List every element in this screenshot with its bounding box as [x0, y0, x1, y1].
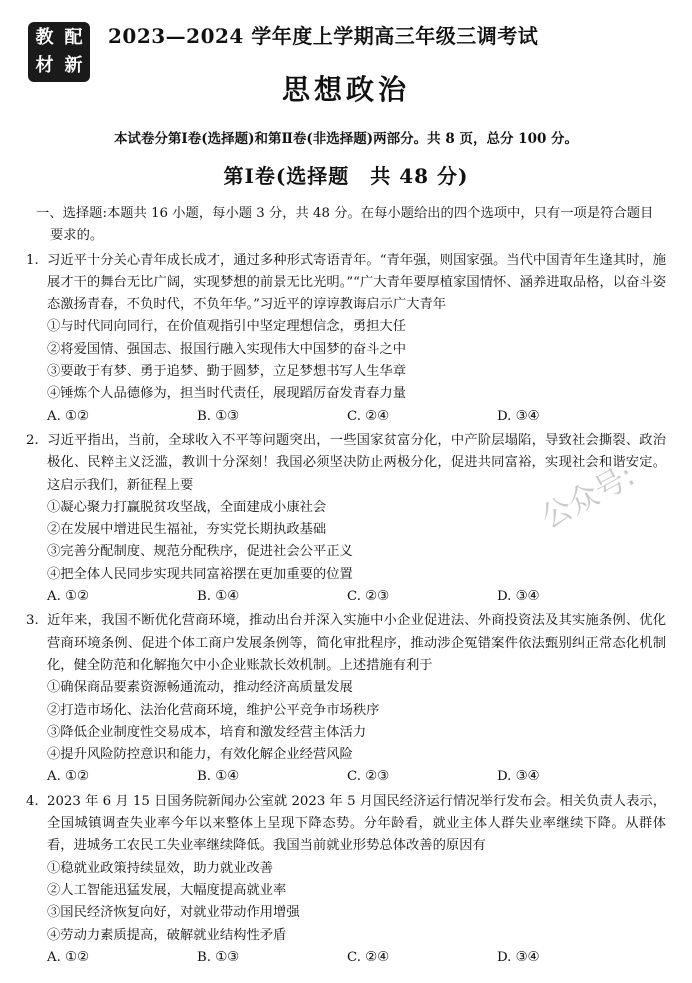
question-text: 近年来，我国不断优化营商环境，推动出台并深入实施中小企业促进法、外商投资法及其实施条例、优化营商环境条例、促进个体工商户发展条例等，简化审批程序，推动涉企冤错案件依法甄别纠正常态化机制化，健全防范和化解拖欠中小企业账款长效机制。上述措施有利于 — [47, 613, 666, 673]
question-number: 1. — [26, 252, 39, 268]
statement-option: ②在发展中增进民生福祉，夯实党长期执政基础 — [47, 522, 327, 538]
choice-b: B. ①④ — [197, 769, 240, 785]
question-stem — [26, 610, 666, 677]
answer-choices — [26, 766, 666, 788]
statement-option: ④把全体人民同步实现共同富裕摆在更加重要的位置 — [47, 566, 353, 582]
question-list — [26, 203, 666, 969]
statement-option: ①凝心聚力打赢脱贫攻坚战，全面建成小康社会 — [47, 499, 327, 515]
question-number: 4. — [26, 793, 39, 809]
answer-choices — [26, 947, 666, 969]
question-text: 习近平指出，当前，全球收入不平等问题突出，一些国家贫富分化，中产阶层塌陷，导致社会撕裂、政治极化、民粹主义泛滥，教训十分深刻！我国必须坚决防止两极分化，促进共同富裕，实现社会和谐安定。这启示我们，新征程上要 — [47, 432, 666, 493]
question-number: 2. — [26, 432, 39, 448]
statement-option: ③完善分配制度、规范分配秩序，促进社会公平正义 — [47, 544, 353, 560]
logo-char: 新 — [64, 55, 83, 76]
choice-b: B. ①③ — [197, 408, 240, 424]
statement-option: ①确保商品要素资源畅通流动，推动经济高质量发展 — [47, 680, 353, 696]
logo-char: 配 — [64, 27, 83, 48]
question — [26, 610, 666, 788]
answer-choices — [26, 586, 666, 608]
statement-option: ③要敢于有梦、勇于追梦、勤于圆梦，立足梦想书写人生华章 — [47, 364, 407, 380]
choice-b: B. ①④ — [197, 589, 240, 605]
choice-b: B. ①③ — [197, 949, 240, 965]
question — [26, 250, 666, 428]
statement-option: ②打造市场化、法治化营商环境，维护公平竞争市场秩序 — [47, 702, 380, 718]
subject-title: 思想政治 — [281, 73, 410, 106]
statement-option: ②人工智能迅猛发展，大幅度提高就业率 — [47, 882, 287, 898]
statement-option: ④锤炼个人品德修为，担当时代责任，展现蹈厉奋发青春力量 — [47, 386, 407, 402]
statement-option: ②将爱国情、强国志、报国行融入实现伟大中国梦的奋斗之中 — [47, 341, 407, 357]
answer-choices — [26, 406, 666, 428]
logo-char: 材 — [35, 55, 54, 76]
paper-intro: 本试卷分第Ⅰ卷(选择题)和第Ⅱ卷(非选择题)两部分。共 8 页，总分 100 分。 — [113, 131, 579, 147]
watermark: 公众号: — [535, 458, 641, 536]
statement-option: ③国民经济恢复向好，对就业带动作用增强 — [47, 905, 300, 921]
choice-d: D. ③④ — [497, 949, 540, 965]
section-instructions: 一、选择题:本题共 16 小题，每小题 3 分，共 48 分。在每小题给出的四个选项中，只有一项是符合题目要求的。 — [36, 206, 654, 244]
choice-a: A. ①② — [47, 949, 89, 965]
choice-c: C. ②④ — [347, 949, 389, 965]
statement-option: ④劳动力素质提高，破解就业结构性矛盾 — [47, 927, 287, 943]
question-text: 习近平十分关心青年成长成才，通过多种形式寄语青年。“青年强，则国家强。当代中国青年生逢其时，施展才干的舞台无比广阔，实现梦想的前景无比光明。”“广大青年要厚植家国情怀、涵养进取品格，以奋斗姿态激扬青春，不负时代，不负年华。”习近平的谆谆教诲启示广大青年 — [47, 252, 666, 313]
choice-a: A. ①② — [47, 769, 89, 785]
statement-option: ①稳就业政策持续显效，助力就业改善 — [47, 860, 274, 876]
choice-d: D. ③④ — [497, 589, 540, 605]
choice-d: D. ③④ — [497, 769, 540, 785]
question-number: 3. — [26, 613, 39, 629]
statement-option: ③降低企业制度性交易成本，培育和激发经营主体活力 — [47, 724, 367, 740]
choice-c: C. ②③ — [347, 589, 389, 605]
question-text: 2023 年 6 月 15 日国务院新闻办公室就 2023 年 5 月国民经济运行情况举行发布会。相关负责人表示，全国城镇调查失业率今年以来整体上呈现下降态势。分年龄看，就业主体人群失业率继续下降。从群体看，进城务工农民工失业率继续降低。我国当前就业形势总体改善的原因有 — [47, 793, 666, 854]
choice-c: C. ②③ — [347, 769, 389, 785]
question — [26, 791, 666, 969]
part-title: 第Ⅰ卷(选择题 共 48 分) — [223, 164, 469, 188]
exam-title: 2023—2024 学年度上学期高三年级三调考试 — [108, 24, 539, 48]
choice-d: D. ③④ — [497, 408, 540, 424]
choice-c: C. ②④ — [347, 408, 389, 424]
logo-char: 教 — [35, 27, 54, 48]
choice-a: A. ①② — [47, 589, 89, 605]
statement-option: ①与时代同向同行，在价值观指引中坚定理想信念，勇担大任 — [47, 319, 407, 335]
choice-a: A. ①② — [47, 408, 89, 424]
question-stem — [26, 250, 666, 317]
question-stem — [26, 791, 666, 858]
statement-option: ④提升风险防控意识和能力，有效化解企业经营风险 — [47, 747, 353, 763]
